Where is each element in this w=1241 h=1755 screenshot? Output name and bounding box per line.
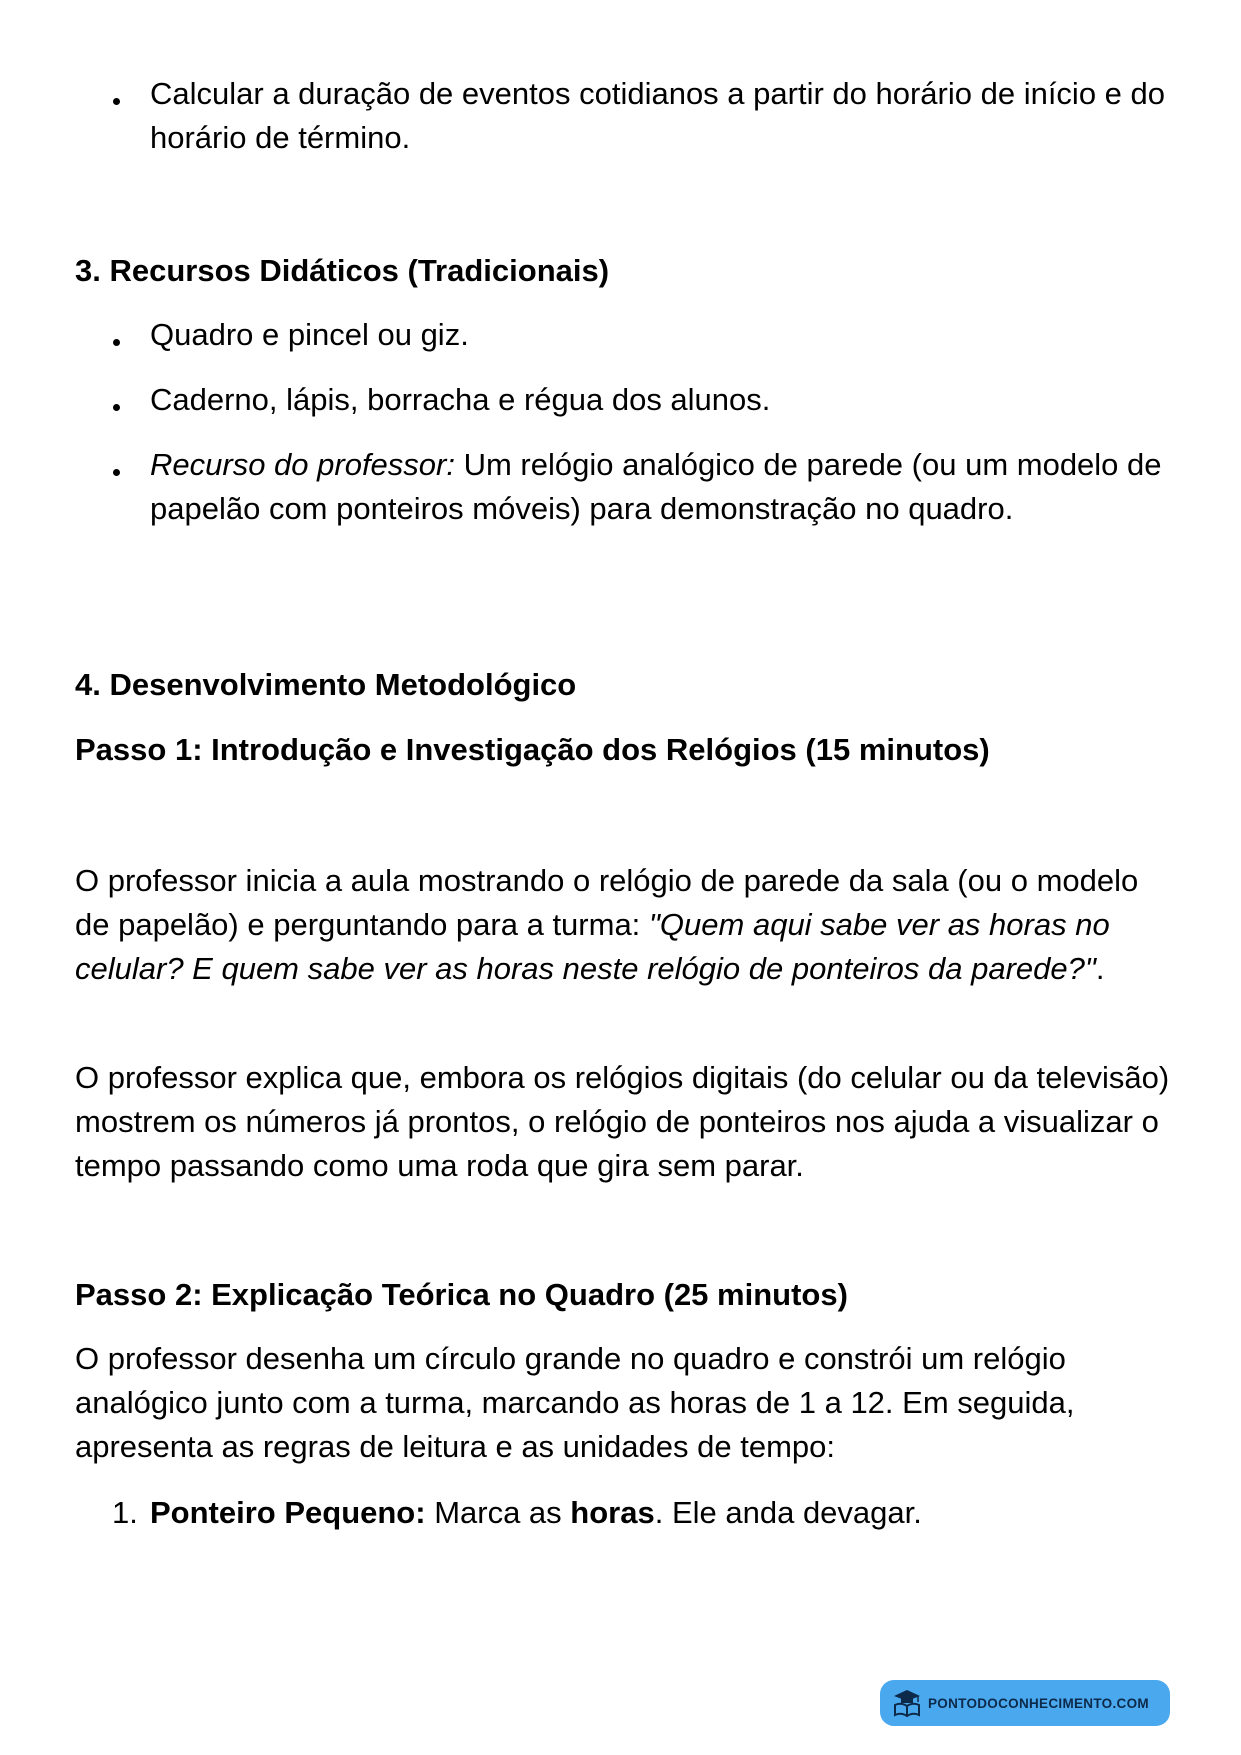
list-item-text: Marca as	[425, 1495, 571, 1530]
section-heading: 4. Desenvolvimento Metodológico	[75, 667, 577, 702]
paragraph-end: .	[1095, 951, 1105, 986]
bullet-dot	[113, 98, 120, 105]
list-item-text: Um relógio analógico de parede (ou um modelo de papelão com ponteiros móveis) para demonstração no quadro.	[150, 447, 1162, 526]
step-heading: Passo 1: Introdução e Investigação dos Relógios (15 minutos)	[75, 732, 990, 767]
paragraph: O professor desenha um círculo grande no quadro e constrói um relógio analógico junto com a turma, marcando as horas de 1 a 12. Em seguida, apresenta as regras de leitura e as unidades de tempo:	[75, 1341, 1075, 1464]
list-number: 1.	[112, 1495, 138, 1530]
list-item-bold-word: horas	[570, 1495, 655, 1530]
badge-text: PONTODOCONHECIMENTO.COM	[928, 1695, 1149, 1711]
paragraph	[75, 859, 1175, 991]
list-item-italic-label: Recurso do professor:	[150, 447, 455, 482]
list-item: Caderno, lápis, borracha e régua dos alunos.	[150, 382, 771, 417]
bullet-dot	[113, 404, 120, 411]
list-item-text: . Ele anda devagar.	[654, 1495, 922, 1530]
bullet-dot	[113, 339, 120, 346]
numbered-list-item	[150, 1491, 1170, 1535]
list-item: Calcular a duração de eventos cotidianos a partir do horário de início e do horário de término.	[150, 76, 1166, 155]
paragraph-quote: "Quem aqui sabe ver as horas no celular? E quem sabe ver as horas neste relógio de ponteiros da parede?"	[75, 907, 1110, 986]
paragraph: O professor explica que, embora os relógios digitais (do celular ou da televisão) mostrem os números já prontos, o relógio de ponteiros nos ajuda a visualizar o tempo passando como uma roda que gira sem parar.	[75, 1060, 1170, 1183]
paragraph-text: O professor inicia a aula mostrando o relógio de parede da sala (ou o modelo de papelão) e perguntando para a turma:	[75, 863, 1139, 942]
site-badge[interactable]	[880, 1680, 1170, 1726]
step-heading: Passo 2: Explicação Teórica no Quadro (25 minutos)	[75, 1277, 848, 1312]
list-item-bold-label: Ponteiro Pequeno:	[150, 1495, 426, 1530]
book-cap-logo-icon	[892, 1688, 922, 1718]
section-heading: 3. Recursos Didáticos (Tradicionais)	[75, 253, 610, 288]
bullet-dot	[113, 469, 120, 476]
list-item	[150, 443, 1170, 531]
list-item: Quadro e pincel ou giz.	[150, 317, 469, 352]
